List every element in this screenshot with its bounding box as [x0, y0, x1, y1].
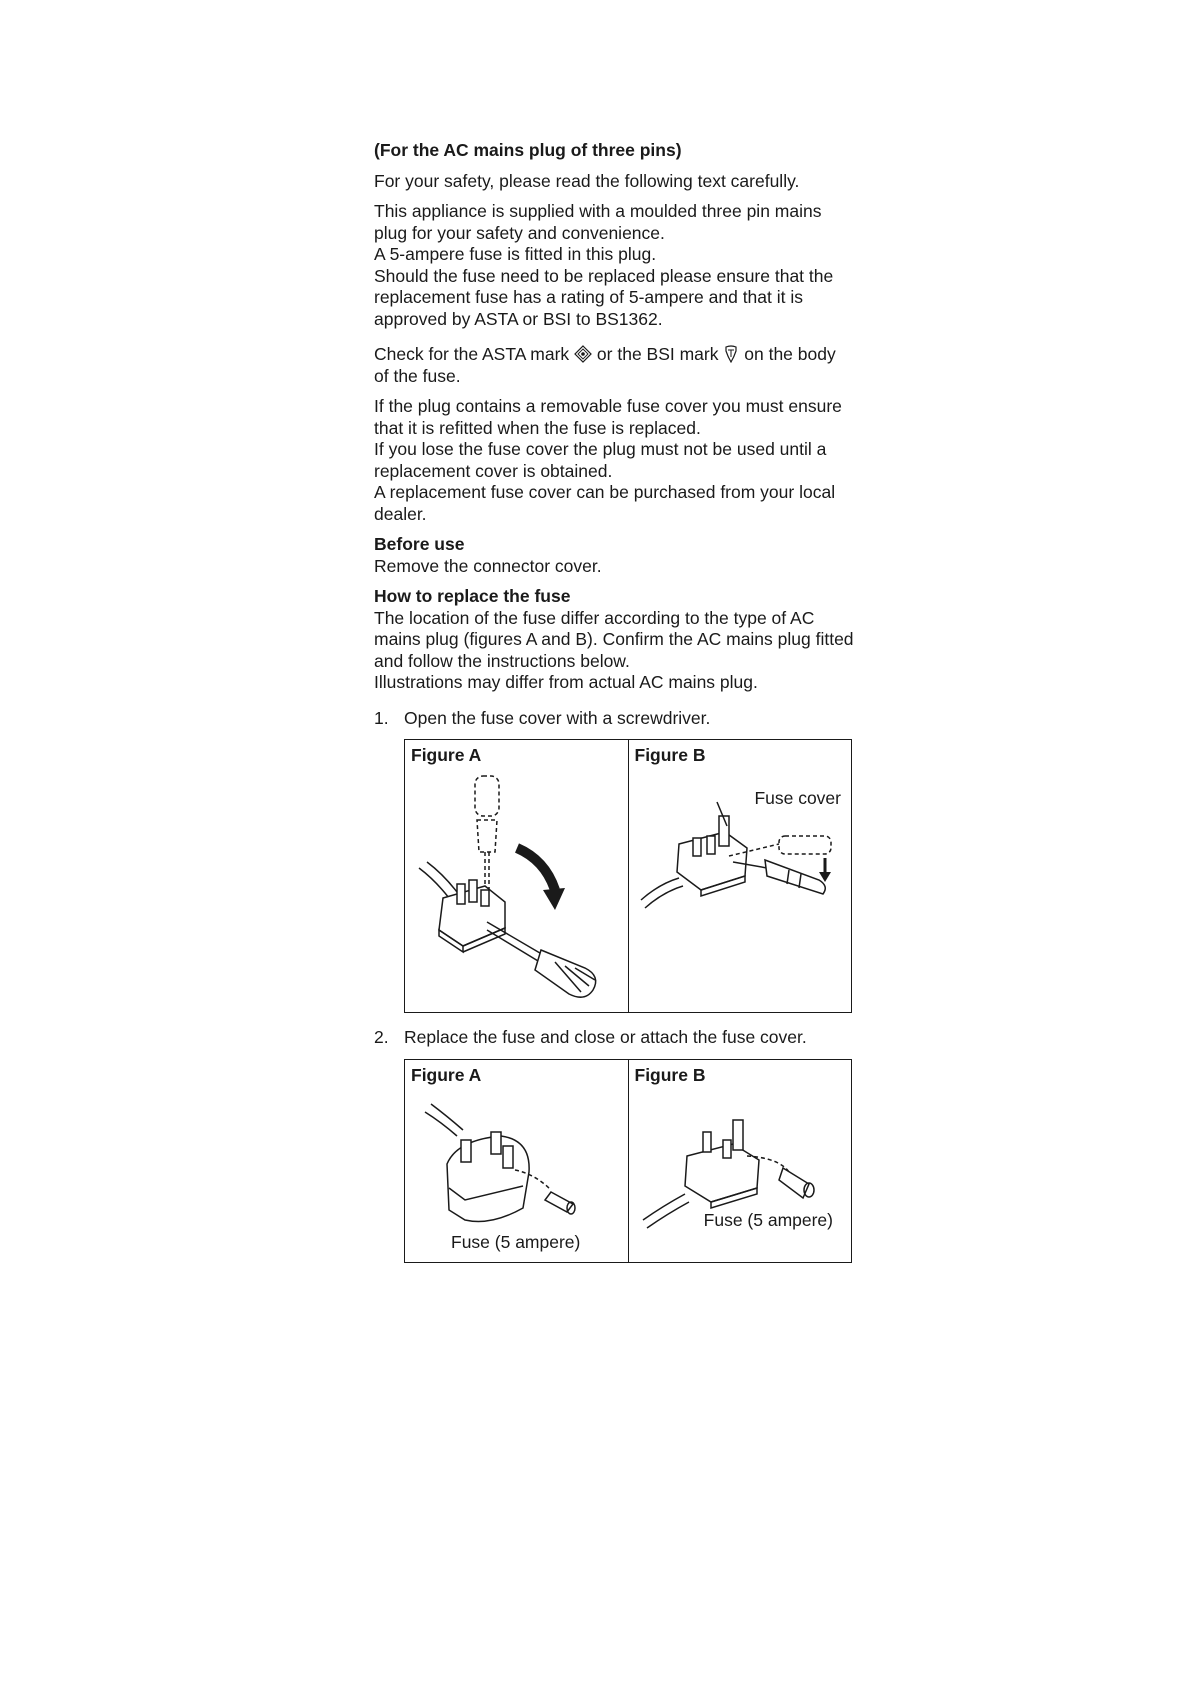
replace-fuse-note: Illustrations may differ from actual AC mains plug. — [374, 672, 758, 692]
text-line: Should the fuse need to be replaced please ensure that the replacement fuse has a rating of 5-ampere and that it is approved by ASTA or BSI to BS1362. — [374, 265, 834, 329]
figure-b-cell — [628, 740, 852, 1012]
paragraph-fuse-cover — [374, 396, 854, 525]
figure-b-label: Figure B — [634, 745, 706, 765]
step-2 — [374, 1027, 854, 1049]
text-line: If you lose the fuse cover the plug must not be used until a replacement cover is obtained. — [374, 439, 827, 481]
before-use-text: Remove the connector cover. — [374, 555, 602, 576]
plug-fuse-cover-illustration — [629, 740, 851, 1012]
text-line: A 5-ampere fuse is fitted in this plug. — [374, 244, 657, 264]
check-text-part1: Check for the ASTA mark — [374, 344, 570, 364]
step-number: 2. — [374, 1027, 389, 1047]
text-line: This appliance is supplied with a moulded three pin mains plug for your safety and convenience. — [374, 201, 822, 243]
fuse-cover-caption: Fuse cover — [754, 788, 841, 808]
replace-fuse-text: The location of the fuse differ according to the type of AC mains plug (figures A and B). Confirm the AC mains plug fitted and follow the instructions below. — [374, 607, 854, 671]
figure-a-cell — [405, 740, 628, 1012]
text-line: If the plug contains a removable fuse cover you must ensure that it is refitted when the fuse is replaced. — [374, 396, 842, 438]
text-line: A replacement fuse cover can be purchased from your local dealer. — [374, 482, 836, 524]
fuse-caption: Fuse (5 ampere) — [451, 1231, 581, 1252]
plug-screwdriver-illustration — [405, 740, 627, 1012]
step-1 — [374, 708, 854, 730]
figure-a-label: Figure A — [411, 745, 482, 765]
plug-fuse-insert-illustration — [405, 1060, 627, 1262]
section-heading: (For the AC mains plug of three pins) — [374, 140, 682, 160]
bsi-kitemark-icon — [723, 345, 739, 363]
step-number: 1. — [374, 707, 389, 728]
figure-table-step-1 — [404, 739, 852, 1013]
replace-fuse-title: How to replace the fuse — [374, 586, 571, 606]
check-text-part3: on the body of the fuse. — [374, 344, 836, 386]
plug-fuse-attach-illustration — [629, 1060, 851, 1262]
paragraph-plug-info — [374, 201, 854, 330]
check-text-part2: or the BSI mark — [596, 344, 719, 364]
intro-text: For your safety, please read the following text carefully. — [374, 170, 800, 191]
figure-a-cell — [405, 1060, 628, 1262]
document-column — [374, 140, 854, 1263]
figure-b-label: Figure B — [634, 1064, 706, 1085]
figure-a-label: Figure A — [411, 1064, 482, 1085]
step-text: Open the fuse cover with a screwdriver. — [404, 707, 711, 728]
fuse-caption: Fuse (5 ampere) — [703, 1209, 833, 1230]
figure-b-cell — [628, 1060, 852, 1262]
step-text: Replace the fuse and close or attach the fuse cover. — [404, 1027, 807, 1047]
check-marks-text — [374, 344, 854, 387]
asta-mark-icon — [574, 345, 592, 363]
figure-table-step-2 — [404, 1059, 852, 1263]
before-use-title: Before use — [374, 534, 465, 554]
